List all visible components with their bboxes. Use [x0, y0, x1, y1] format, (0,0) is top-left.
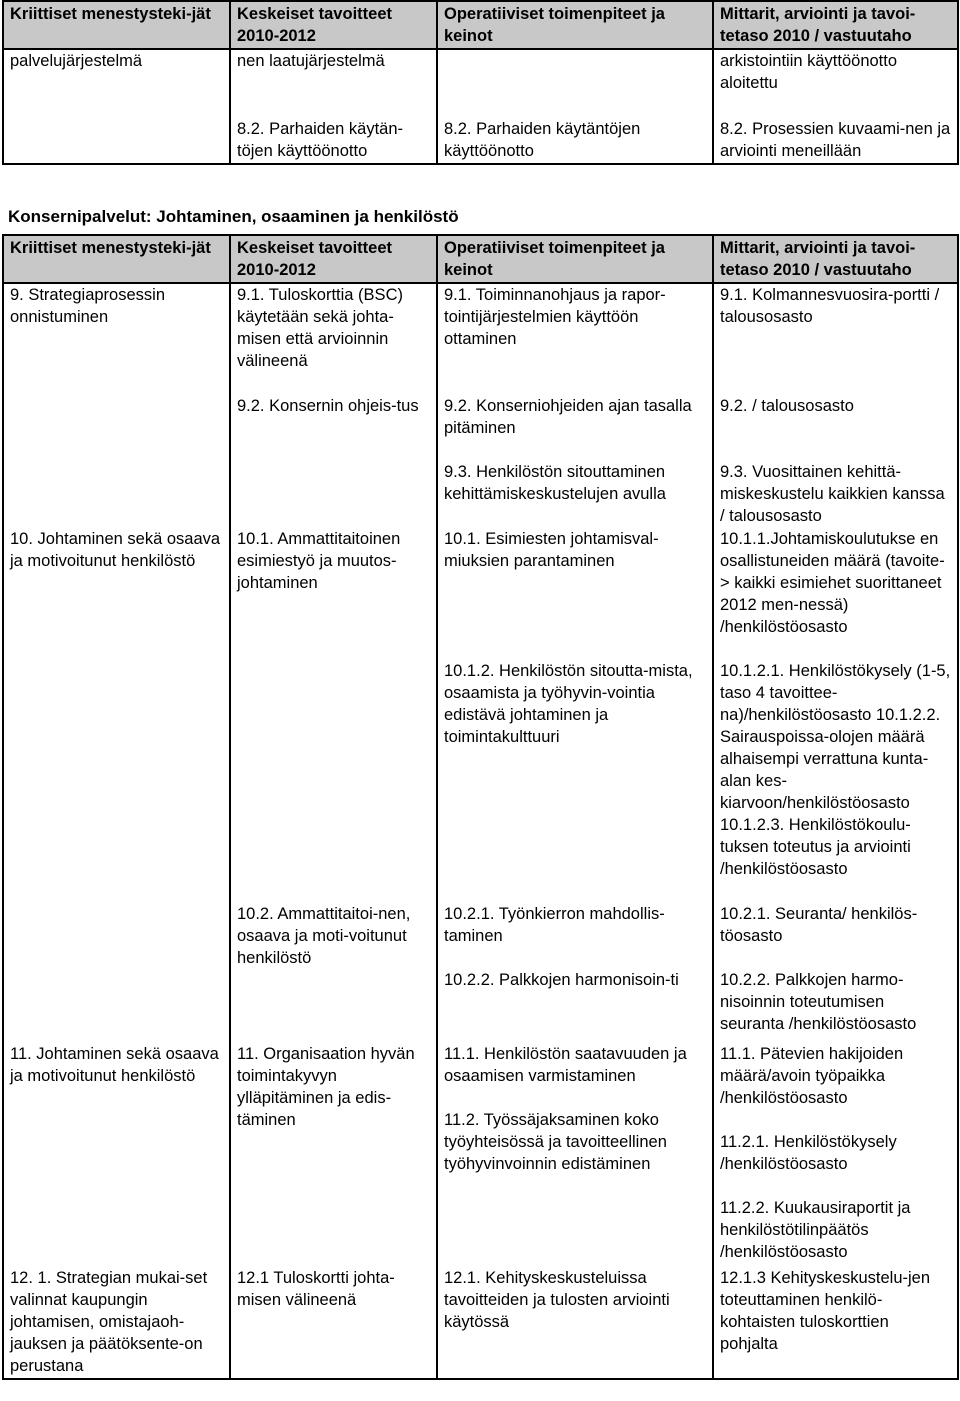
- table-row: [3, 660, 958, 903]
- table-cell: 8.2. Parhaiden käytäntöjen käyttöönotto: [437, 95, 713, 164]
- cell-entry: 11.1. Henkilöstön saatavuuden ja osaamisen varmistaminen: [444, 1045, 687, 1085]
- header-cell-critical-factors: Kriittiset menestysteki-jät: [3, 1, 230, 49]
- table-cell: nen laatujärjestelmä: [230, 49, 437, 95]
- table-cell: 10.2. Ammattitaitoi-nen, osaava ja moti-voitunut henkilöstö: [230, 903, 437, 1043]
- header-cell-critical-factors: Kriittiset menestysteki-jät: [3, 235, 230, 283]
- table-row: [3, 1267, 958, 1379]
- table-cell: arkistointiin käyttöönotto aloitettu: [713, 49, 958, 95]
- table-row: [3, 1043, 958, 1267]
- table-cell: 9.2. Konserniohjeiden ajan tasalla pitäminen: [437, 395, 713, 461]
- header-cell-key-goals: Keskeiset tavoitteet 2010-2012: [230, 235, 437, 283]
- table-cell: 9.1. Toiminnanohjaus ja rapor-tointijärjestelmien käyttöön ottaminen: [437, 283, 713, 395]
- section-title: Konsernipalvelut: Johtaminen, osaaminen ja henkilöstö: [8, 207, 459, 226]
- table-cell: 9.3. Henkilöstön sitouttaminen kehittämiskeskustelujen avulla: [437, 461, 713, 528]
- table-cell: [437, 49, 713, 95]
- table-cell: 12.1. Kehityskeskusteluissa tavoitteiden ja tulosten arviointi käytössä: [437, 1267, 713, 1379]
- table-row: [3, 95, 958, 164]
- header-cell-metrics: Mittarit, arviointi ja tavoi-tetaso 2010 / vastuutaho: [713, 1, 958, 49]
- table-header-row: [3, 1, 958, 49]
- table-cell: 9. Strategiaprosessin onnistuminen: [3, 283, 230, 395]
- table-cell: [713, 1043, 958, 1267]
- table-cell: 10.1. Esimiesten johtamisval-miuksien parantaminen: [437, 528, 713, 660]
- table-cell: 11. Organisaation hyvän toimintakyvyn ylläpitäminen ja edis-täminen: [230, 1043, 437, 1267]
- header-cell-key-goals: Keskeiset tavoitteet 2010-2012: [230, 1, 437, 49]
- cell-entry: 10.2.2. Palkkojen harmo-nisoinnin toteutumisen seuranta /henkilöstöosasto: [720, 971, 917, 1033]
- table-cell: [3, 395, 230, 461]
- cell-entry: 11.2.1. Henkilöstökysely /henkilöstöosasto: [720, 1133, 897, 1173]
- table-cell: 10. Johtaminen sekä osaava ja motivoitunut henkilöstö: [3, 528, 230, 660]
- cell-entry: 11.2. Työssäjaksaminen koko työyhteisössä ja tavoitteellinen työhyvinvoinnin edistäminen: [444, 1111, 667, 1173]
- table-cell: [3, 461, 230, 528]
- table-cell: 9.2. Konsernin ohjeis-tus: [230, 395, 437, 461]
- table-cell: 9.1. Tuloskorttia (BSC) käytetään sekä johta-misen että arvioinnin välineenä: [230, 283, 437, 395]
- table-cell: [437, 903, 713, 1043]
- table-cell: 10.1. Ammattitaitoinen esimiestyö ja muutos-johtaminen: [230, 528, 437, 660]
- table-cell: 11. Johtaminen sekä osaava ja motivoitunut henkilöstö: [3, 1043, 230, 1267]
- table-cell: [3, 95, 230, 164]
- table-cell: [713, 903, 958, 1043]
- table-cell: 10.1.1.Johtamiskoulutukse en osallistuneiden määrä (tavoite-> kaikki esimiehet suorittaneet 2012 men-nessä) /henkilöstöosasto: [713, 528, 958, 660]
- table-row: [3, 461, 958, 528]
- table-row: [3, 395, 958, 461]
- table-cell: 12.1 Tuloskortti johta-misen välineenä: [230, 1267, 437, 1379]
- table-cell: 9.2. / talousosasto: [713, 395, 958, 461]
- table-row: [3, 528, 958, 660]
- table-cell: 8.2. Parhaiden käytän-töjen käyttöönotto: [230, 95, 437, 164]
- table-row: [3, 49, 958, 95]
- table-cell: 9.3. Vuosittainen kehittä-miskeskustelu kaikkien kanssa / talousosasto: [713, 461, 958, 528]
- table-cell: [230, 461, 437, 528]
- table-cell: [3, 660, 230, 903]
- top-table: [2, 0, 959, 165]
- table-cell: 12. 1. Strategian mukai-set valinnat kaupungin johtamisen, omistajaoh-jauksen ja päätöksente-on perustana: [3, 1267, 230, 1379]
- table-cell: [3, 903, 230, 1043]
- cell-entry: 10.2.2. Palkkojen harmonisoin-ti: [444, 971, 679, 989]
- header-cell-metrics: Mittarit, arviointi ja tavoi-tetaso 2010 / vastuutaho: [713, 235, 958, 283]
- header-cell-operative-measures: Operatiiviset toimenpiteet ja keinot: [437, 1, 713, 49]
- table-cell: 10.1.2. Henkilöstön sitoutta-mista, osaamista ja työhyvin-vointia edistävä johtaminen ja toimintakulttuuri: [437, 660, 713, 903]
- table-row: [3, 283, 958, 395]
- table-cell: 8.2. Prosessien kuvaami-nen ja arviointi meneillään: [713, 95, 958, 164]
- main-table: [2, 234, 959, 1380]
- cell-entry: 10.2.1. Työnkierron mahdollis-taminen: [444, 905, 665, 945]
- table-cell: [437, 1043, 713, 1267]
- table-cell: 12.1.3 Kehityskeskustelu-jen toteuttaminen henkilö-kohtaisten tuloskorttien pohjalta: [713, 1267, 958, 1379]
- cell-entry: 10.2.1. Seuranta/ henkilös-töosasto: [720, 905, 918, 945]
- table-row: [3, 903, 958, 1043]
- table-cell: 10.1.2.1. Henkilöstökysely (1-5, taso 4 tavoittee-na)/henkilöstöosasto 10.1.2.2. Sairauspoissa-olojen määrä alhaisempi verrattuna kunta-alan kes-kiarvoon/henkilöstöosasto 10.1.2.3. Henkilöstökoulu-tuksen toteutus ja arviointi /henkilöstöosasto: [713, 660, 958, 903]
- table-cell: palvelujärjestelmä: [3, 49, 230, 95]
- table-cell: [230, 660, 437, 903]
- header-cell-operative-measures: Operatiiviset toimenpiteet ja keinot: [437, 235, 713, 283]
- table-header-row: [3, 235, 958, 283]
- cell-entry: 11.2.2. Kuukausiraportit ja henkilöstötilinpäätös /henkilöstöosasto: [720, 1199, 911, 1261]
- cell-entry: 11.1. Pätevien hakijoiden määrä/avoin työpaikka /henkilöstöosasto: [720, 1045, 904, 1107]
- table-cell: 9.1. Kolmannesvuosira-portti / talousosasto: [713, 283, 958, 395]
